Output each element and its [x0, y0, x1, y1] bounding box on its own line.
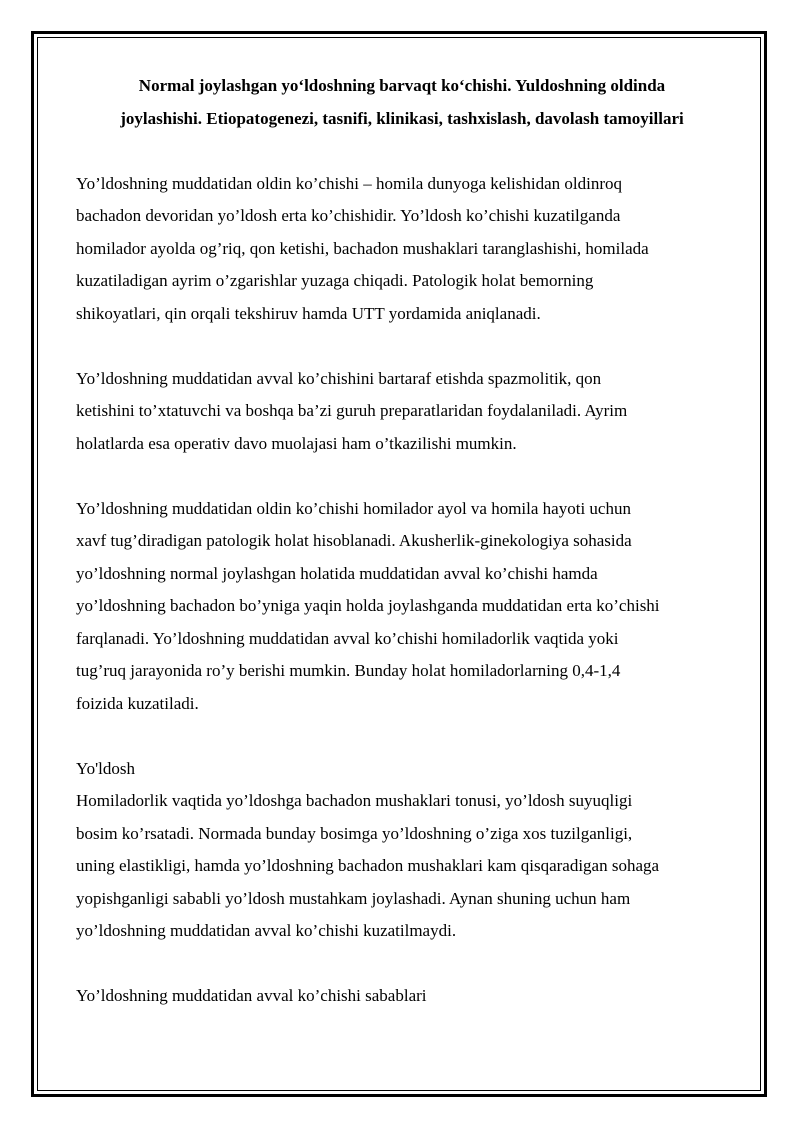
document-title: [76, 70, 728, 135]
text-line: Yo’ldoshning muddatidan avval ko’chishi sabablari: [76, 986, 427, 1005]
text-line: kuzatiladigan ayrim o’zgarishlar yuzaga chiqadi. Patologik holat bemorning: [76, 271, 594, 290]
paragraph-definition: [76, 168, 728, 331]
document-body: [76, 70, 728, 1013]
text-line: yo’ldoshning normal joylashgan holatida muddatidan avval ko’chishi hamda: [76, 563, 598, 583]
paragraph-risk: [76, 493, 728, 721]
text-line: yopishganligi sababli yo’ldosh mustahkam joylashadi. Aynan shuning uchun ham: [76, 888, 631, 908]
paragraph-placenta: [76, 753, 728, 948]
spacer: [76, 720, 728, 753]
text-line: Yo’ldoshning muddatidan oldin ko’chishi homilador ayol va homila hayoti uchun: [76, 498, 631, 518]
text-line: xavf tug’diradigan patologik holat hisoblanadi. Akusherlik-ginekologiya sohasida: [76, 531, 632, 550]
spacer: [76, 330, 728, 363]
text-line: bosim ko’rsatadi. Normada bunday bosimga yo’ldoshning o’ziga xos tuzilganligi,: [76, 823, 633, 843]
paragraph-treatment: [76, 363, 728, 461]
text-line: yo’ldoshning muddatidan avval ko’chishi kuzatilmaydi.: [76, 921, 457, 940]
text-line: bachadon devoridan yo’ldosh erta ko’chishidir. Yo’ldosh ko’chishi kuzatilganda: [76, 206, 621, 225]
text-line: ketishini to’xtatuvchi va boshqa ba’zi guruh preparatlaridan foydalaniladi. Ayrim: [76, 401, 628, 420]
text-line: tug’ruq jarayonida ro’y berishi mumkin. Bunday holat homiladorlarning 0,4-1,4: [76, 661, 621, 680]
title-line: Normal joylashgan yo‘ldoshning barvaqt ko‘chishi. Yuldoshning oldinda: [138, 76, 666, 95]
text-line: Yo’ldoshning muddatidan oldin ko’chishi – homila dunyoga kelishidan oldinroq: [76, 173, 623, 193]
text-line: uning elastikligi, hamda yo’ldoshning bachadon mushaklari kam qisqaradigan sohaga: [76, 856, 660, 875]
title-line: joylashishi. Etiopatogenezi, tasnifi, klinikasi, tashxislash, davolash tamoyillari: [120, 108, 684, 128]
spacer: [76, 948, 728, 981]
spacer: [76, 135, 728, 168]
text-line: Yo’ldoshning muddatidan avval ko’chishini bartaraf etishda spazmolitik, qon: [76, 368, 602, 388]
text-line: holatlarda esa operativ davo muolajasi ham o’tkazilishi mumkin.: [76, 433, 517, 453]
spacer: [76, 460, 728, 493]
text-line: foizida kuzatiladi.: [76, 693, 199, 713]
text-line: Homiladorlik vaqtida yo’ldoshga bachadon mushaklari tonusi, yo’ldosh suyuqligi: [76, 791, 633, 810]
paragraph-causes-heading: [76, 980, 728, 1013]
text-line: homilador ayolda og’riq, qon ketishi, bachadon mushaklari taranglashishi, homilada: [76, 238, 649, 258]
text-line: yo’ldoshning bachadon bo’yniga yaqin holda joylashganda muddatidan erta ko’chishi: [76, 596, 660, 615]
text-line: shikoyatlari, qin orqali tekshiruv hamda UTT yordamida aniqlanadi.: [76, 303, 541, 323]
text-line: Yo'ldosh: [76, 758, 135, 778]
text-line: farqlanadi. Yo’ldoshning muddatidan avval ko’chishi homiladorlik vaqtida yoki: [76, 628, 619, 648]
